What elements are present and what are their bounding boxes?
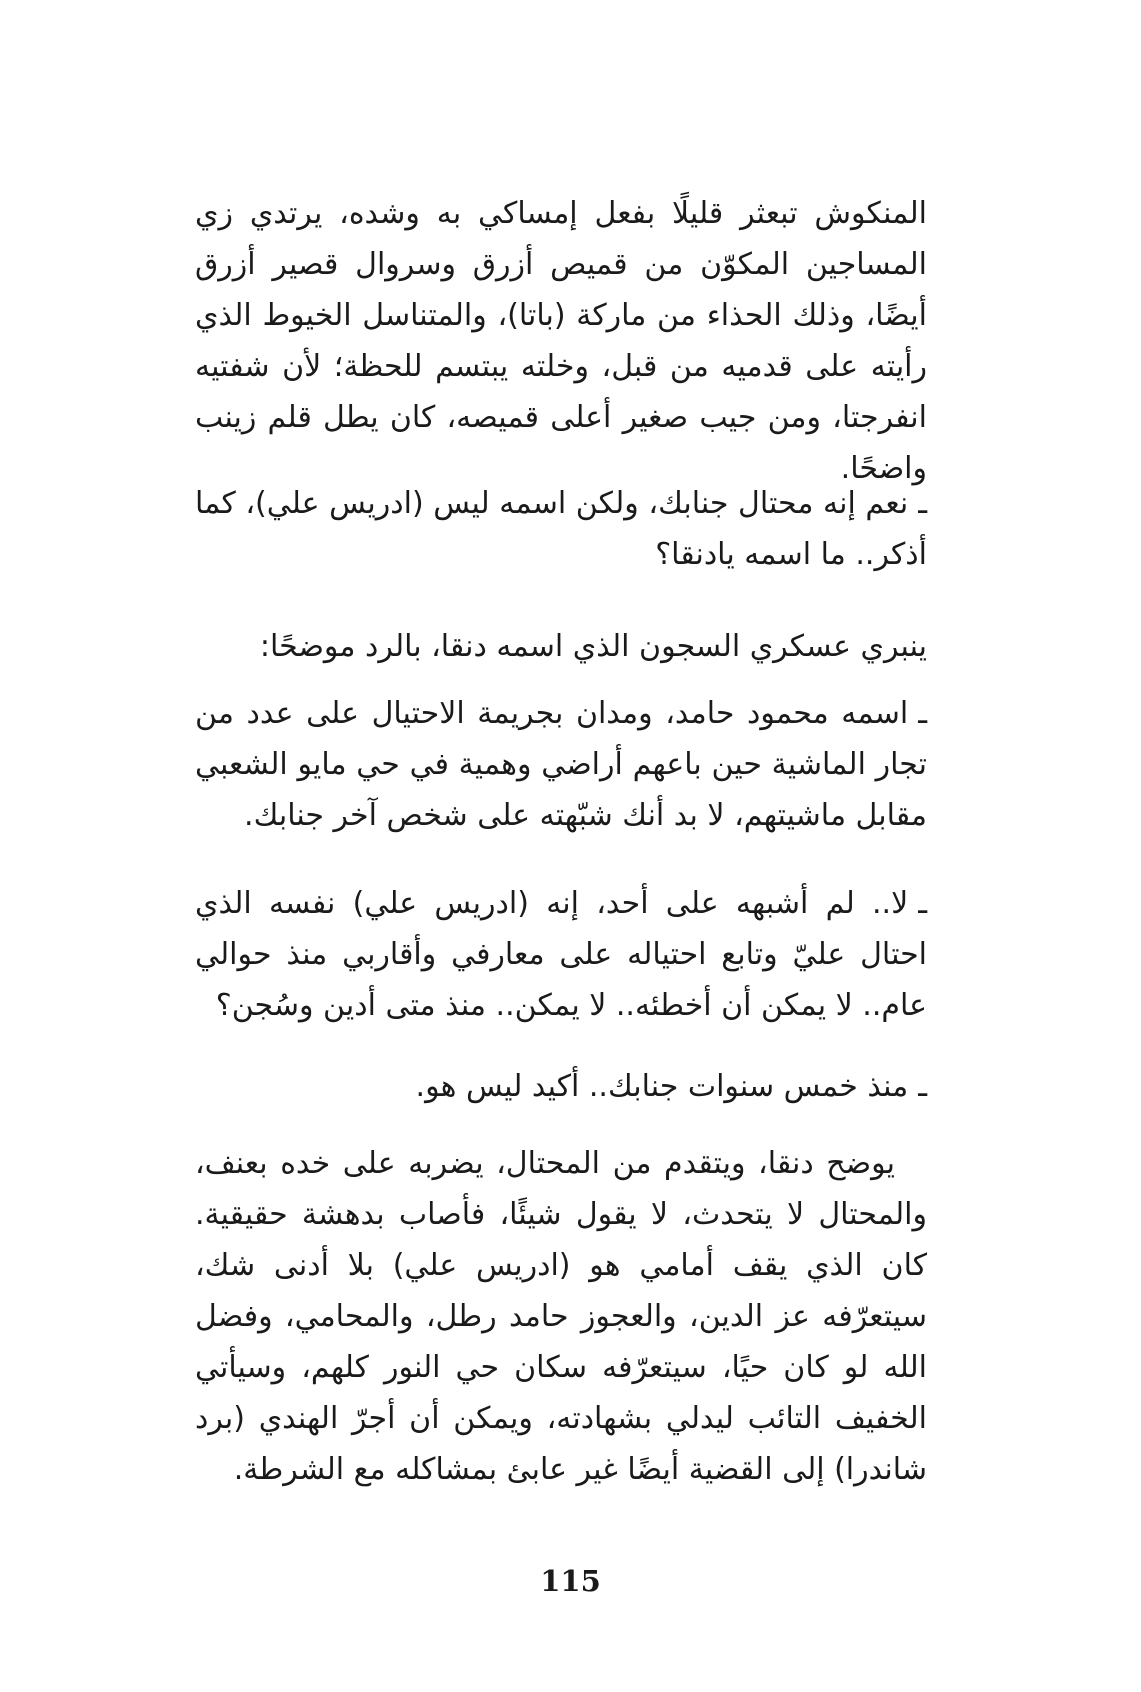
dialogue-dash: ـ	[918, 486, 927, 521]
dialogue-dash: ـ	[918, 886, 927, 921]
dialogue-dash: ـ	[918, 1069, 927, 1104]
dialogue-dash: ـ	[918, 696, 927, 731]
paragraph-opening: المنكوش تبعثر قليلًا بفعل إمساكي به وشده، يرتدي زي المساجين المكوّن من قميص أزرق وسروال قصير أزرق أيضًا، وذلك الحذاء من ماركة (باتا)، والمتناسل الخيوط الذي رأيته على قدميه من قبل، وخلته يبتسم للحظة؛ لأن شفتيه انفرجتا، ومن جيب صغير أعلى قميصه، كان يطل قلم زينب واضحًا.	[195, 196, 927, 486]
paragraph-narration: ينبري عسكري السجون الذي اسمه دنقا، بالرد موضحًا:	[259, 629, 927, 664]
dialogue-line-3	[195, 878, 927, 1031]
dialogue-line-4	[195, 1061, 927, 1112]
dialogue-text-1: نعم إنه محتال جنابك، ولكن اسمه ليس (ادريس علي)، كما أذكر.. ما اسمه يادنقا؟	[195, 486, 927, 572]
page-number: 115	[540, 1564, 601, 1598]
paragraph-closing: يوضح دنقا، ويتقدم من المحتال، يضربه على خده بعنف، والمحتال لا يتحدث، لا يقول شيئًا، فأصاب بدهشة حقيقية. كان الذي يقف أمامي هو (ادريس علي) بلا أدنى شك، سيتعرّفه عز الدين، والعجوز حامد رطل، والمحامي، وفضل الله لو كان حيًا، سيتعرّفه سكان حي النور كلهم، وسيأتي الخفيف التائب ليدلي بشهادته، ويمكن أن أجرّ الهندي (برد شاندرا) إلى القضية أيضًا غير عابئ بمشاكله مع الشرطة.	[195, 1146, 927, 1487]
dialogue-line-1	[195, 478, 927, 580]
dialogue-line-2	[195, 688, 927, 841]
dialogue-text-2: اسمه محمود حامد، ومدان بجريمة الاحتيال على عدد من تجار الماشية حين باعهم أراضي وهمية في حي مايو الشعبي مقابل ماشيتهم، لا بد أنك شبّهته على شخص آخر جنابك.	[195, 696, 927, 833]
dialogue-text-3: لا.. لم أشبهه على أحد، إنه (ادريس علي) نفسه الذي احتال عليّ وتابع احتياله على معارفي وأقاربي منذ حوالي عام.. لا يمكن أن أخطئه.. لا يمكن.. منذ متى أدين وسُجن؟	[195, 886, 927, 1023]
dialogue-text-4: منذ خمس سنوات جنابك.. أكيد ليس هو.	[415, 1069, 909, 1104]
